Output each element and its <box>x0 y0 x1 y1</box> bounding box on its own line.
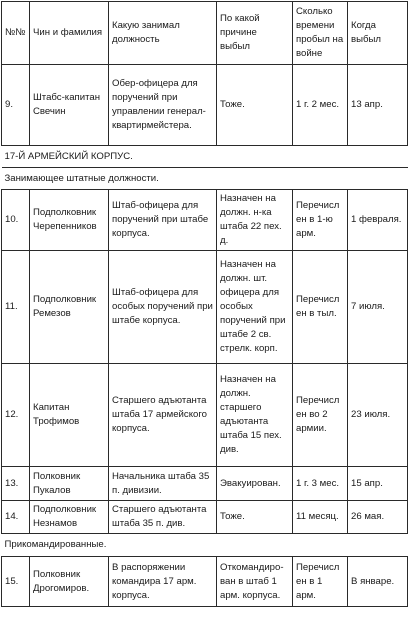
col-header-number: №№ <box>2 2 30 65</box>
row-duration: 11 месяц. <box>293 501 348 534</box>
header-row <box>2 2 408 65</box>
row-position: Штаб-офицера для особых поручений при штабе корпуса. <box>109 251 217 364</box>
row-date: 1 февраля. <box>348 190 408 251</box>
row-name: Штабс-капитан Свечин <box>30 65 109 146</box>
row-duration: Перечислен в 1-ю арм. <box>293 190 348 251</box>
col-header-name: Чин и фамилия <box>30 2 109 65</box>
row-reason: Назначен на должн. старшего адъютанта штаба 15 пех. див. <box>217 364 293 467</box>
row-reason: Тоже. <box>217 501 293 534</box>
row-reason: Назначен на должн. н-ка штаба 22 пех. д. <box>217 190 293 251</box>
row-number: 15. <box>2 557 30 607</box>
col-header-date: Когда выбыл <box>348 2 408 65</box>
row-name: Полковник Пукалов <box>30 467 109 501</box>
row-position: Старшего адъютанта штаба 17 армейского корпуса. <box>109 364 217 467</box>
col-header-position: Какую занимал должность <box>109 2 217 65</box>
row-date: 7 июля. <box>348 251 408 364</box>
row-position: Старшего адъютанта штаба 35 п. див. <box>109 501 217 534</box>
row-reason: Эвакуирован. <box>217 467 293 501</box>
row-number: 11. <box>2 251 30 364</box>
row-reason: Назначен на должн. шт. офицера для особых поручений при штабе 2 св. стрелк. корп. <box>217 251 293 364</box>
row-duration: Перечислен в 1 арм. <box>293 557 348 607</box>
section-title-attached: Прикомандированные. <box>2 534 408 557</box>
row-duration: Перечислен в тыл. <box>293 251 348 364</box>
table-row <box>2 190 408 251</box>
table-row <box>2 65 408 146</box>
table-row <box>2 557 408 607</box>
table-row <box>2 467 408 501</box>
col-header-duration: Сколько времени пробыл на войне <box>293 2 348 65</box>
row-reason: Тоже. <box>217 65 293 146</box>
row-number: 14. <box>2 501 30 534</box>
row-name: Капитан Трофимов <box>30 364 109 467</box>
section-title-corps: 17-Й АРМЕЙСКИЙ КОРПУС. <box>2 146 408 168</box>
row-position: Штаб-офицера для поручений при штабе корпуса. <box>109 190 217 251</box>
row-name: Подполковник Черепенников <box>30 190 109 251</box>
row-date: 13 апр. <box>348 65 408 146</box>
section-row <box>2 168 408 190</box>
row-duration: 1 г. 3 мес. <box>293 467 348 501</box>
section-row <box>2 534 408 557</box>
row-number: 12. <box>2 364 30 467</box>
col-header-reason: По какой причине выбыл <box>217 2 293 65</box>
row-name: Подполковник Незнамов <box>30 501 109 534</box>
row-duration: 1 г. 2 мес. <box>293 65 348 146</box>
row-name: Полковник Дрогомиров. <box>30 557 109 607</box>
table-row <box>2 364 408 467</box>
row-date: 26 мая. <box>348 501 408 534</box>
row-date: 15 апр. <box>348 467 408 501</box>
table-row <box>2 501 408 534</box>
row-date: 23 июля. <box>348 364 408 467</box>
row-date: В январе. <box>348 557 408 607</box>
row-number: 9. <box>2 65 30 146</box>
table-row <box>2 251 408 364</box>
row-position: Начальника штаба 35 п. дивизии. <box>109 467 217 501</box>
officers-table <box>1 1 408 607</box>
section-row <box>2 146 408 168</box>
row-number: 10. <box>2 190 30 251</box>
row-name: Подполковник Ремезов <box>30 251 109 364</box>
section-title-staff: Занимающее штатные должности. <box>2 168 408 190</box>
row-reason: Откомандиро-ван в штаб 1 арм. корпуса. <box>217 557 293 607</box>
row-duration: Перечислен во 2 армии. <box>293 364 348 467</box>
row-position: Обер-офицера для поручений при управлении генерал-квартирмейстера. <box>109 65 217 146</box>
row-number: 13. <box>2 467 30 501</box>
row-position: В распоряжении командира 17 арм. корпуса. <box>109 557 217 607</box>
